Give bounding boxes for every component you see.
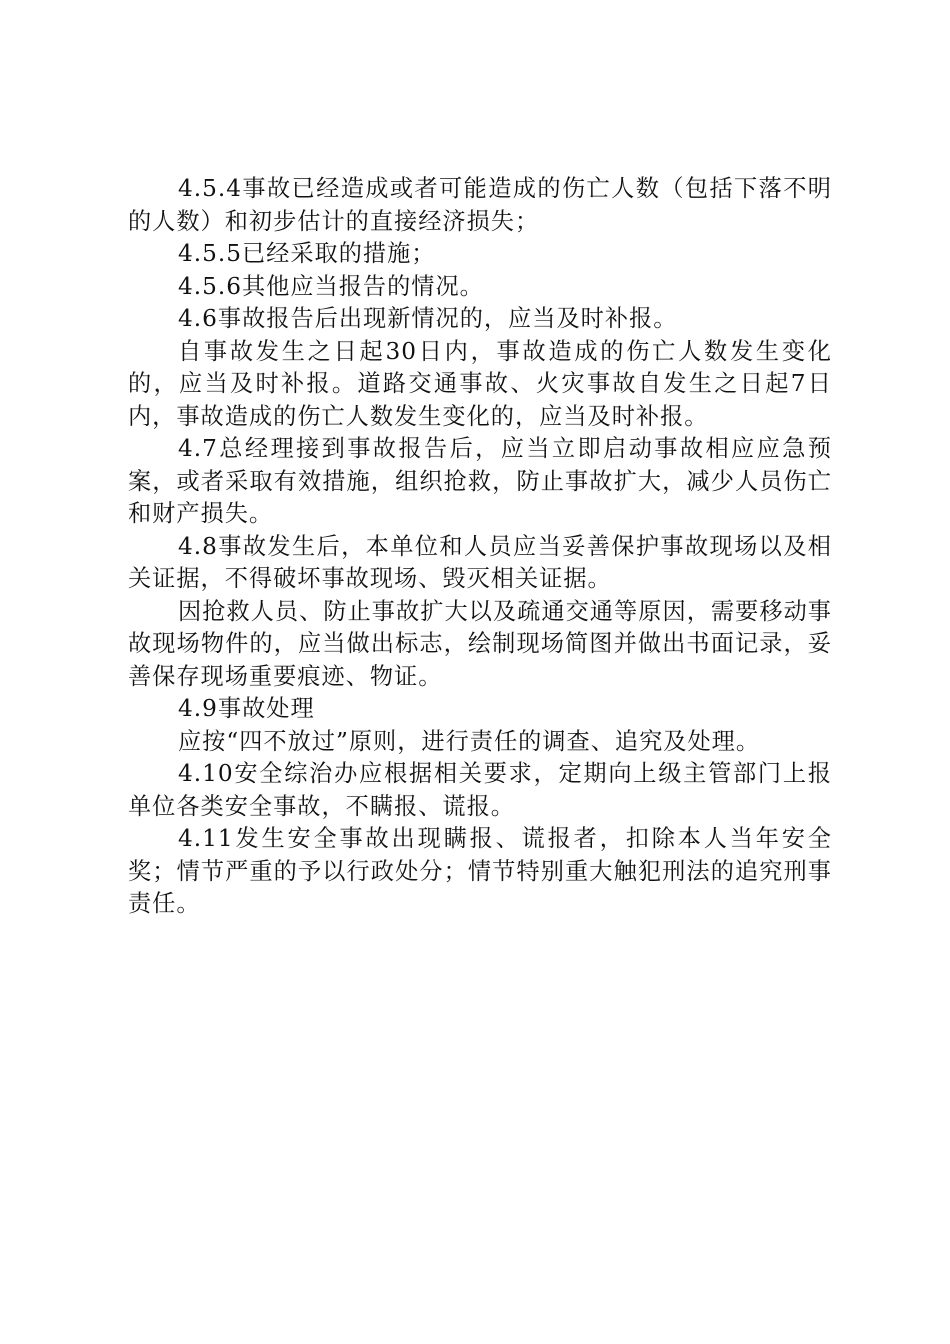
paragraph-scene-marking: 因抢救人员、防止事故扩大以及疏通交通等原因，需要移动事故现场物件的，应当做出标志，绘制现场简图并做出书面记录，妥善保存现场重要痕迹、物证。	[128, 597, 832, 690]
paragraph-4-11: 4.11发生安全事故出现瞒报、谎报者，扣除本人当年安全奖；情节严重的予以行政处分；情节特别重大触犯刑法的追究刑事责任。	[128, 825, 832, 917]
paragraph-4-10: 4.10安全综治办应根据相关要求，定期向上级主管部门上报单位各类安全事故，不瞒报、谎报。	[128, 760, 832, 820]
paragraph-4-7: 4.7总经理接到事故报告后，应当立即启动事故相应应急预案，或者采取有效措施，组织抢救，防止事故扩大，减少人员伤亡和财产损失。	[128, 435, 832, 527]
paragraph-4-6: 4.6事故报告后出现新情况的，应当及时补报。	[178, 305, 678, 332]
paragraph-4-5-4: 4.5.4事故已经造成或者可能造成的伤亡人数（包括下落不明的人数）和初步估计的直接经济损失；	[128, 175, 832, 235]
paragraph-four-principles: 应按“四不放过”原则，进行责任的调查、追究及处理。	[178, 727, 761, 755]
paragraph-4-9-heading: 4.9事故处理	[178, 695, 315, 722]
paragraph-4-5-6: 4.5.6其他应当报告的情况。	[178, 272, 484, 300]
paragraph-supplementary-report: 自事故发生之日起30日内，事故造成的伤亡人数发生变化的，应当及时补报。道路交通事故、火灾事故自发生之日起7日内，事故造成的伤亡人数发生变化的，应当及时补报。	[128, 337, 832, 430]
paragraph-4-8: 4.8事故发生后，本单位和人员应当妥善保护事故现场以及相关证据，不得破坏事故现场、毁灭相关证据。	[128, 532, 832, 592]
paragraph-4-5-5: 4.5.5已经采取的措施；	[178, 240, 436, 267]
document-body	[128, 173, 832, 921]
